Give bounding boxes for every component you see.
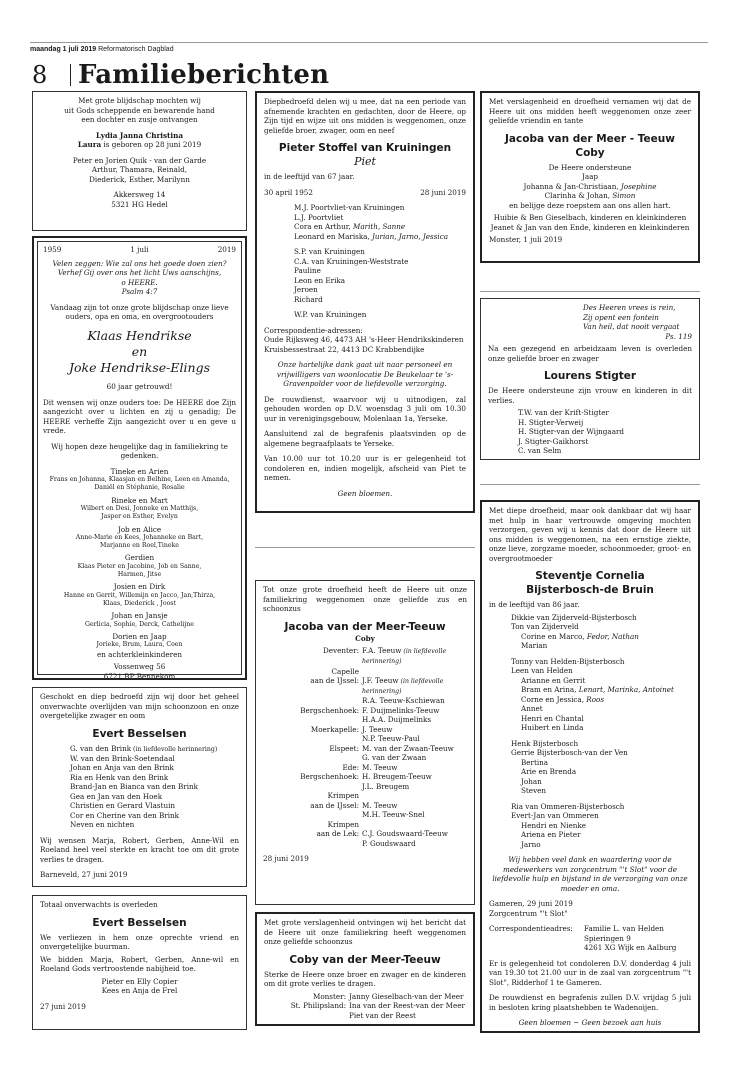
family-head: Dorien en Jaap (112, 631, 167, 641)
place-date: Gameren, 29 juni 2019 (489, 899, 573, 909)
mourner-name: M. Teeuw (362, 762, 398, 772)
place: Monster: (312, 991, 346, 1001)
page-title: Familieberichten (78, 60, 330, 90)
mourner-name: M. Teeuw (362, 800, 398, 810)
address: Spieringen 9 (584, 933, 631, 943)
ad-text: Wij hopen deze heugelijke dag in familiekring te gedenken. (51, 441, 228, 461)
address: 5321 HG Hedel (111, 199, 168, 209)
mourner: Gea en Jan van den Hoek (70, 791, 163, 801)
ad-anniversary-hendrikse (32, 236, 247, 680)
verse: Zij opent een fontein (583, 312, 659, 322)
ad-text: uit Gods scheppende en bewarende hand (64, 105, 215, 115)
place (263, 782, 359, 792)
mourner (362, 667, 467, 677)
ad-text: Dit wensen wij onze ouders toe: De HEERE doe Zijn aangezicht over u lichten en zij u genadig; De HEERE verheffe Zijn aangezicht over u en geve u vrede. (43, 397, 236, 436)
header-paper: Reformatorisch Dagblad (98, 46, 174, 53)
ad-text: een dochter en zusje ontvangen (81, 115, 198, 124)
mourner-row (263, 839, 467, 849)
ad-text: Vandaag zijn tot onze grote blijdschap onze lieve ouders, opa en oma, en overgrootouders (50, 302, 229, 321)
mourner-row (263, 829, 467, 839)
family-head: Tineke en Arien (110, 466, 169, 476)
mourner (362, 839, 467, 849)
mourner-name: F.A. Teeuw (362, 646, 402, 656)
ad-death-pieter (255, 91, 475, 513)
mourner-row (263, 810, 467, 820)
mourner: H. Stigter-Verweij (518, 417, 584, 427)
deceased-name: Steventje Cornelia (535, 570, 645, 582)
location: Zorgcentrum "'t Slot" (489, 908, 568, 918)
ad-text: is geboren op 28 juni 2019 (101, 140, 202, 149)
mourner (362, 820, 467, 830)
mourner-row (263, 676, 467, 696)
address: Familie L. van Helden (584, 924, 664, 934)
mourner-name: J.F. Teeuw (362, 676, 399, 686)
mourner-note: (in liefdevolle herinnering) (362, 648, 447, 666)
ad-text: Na een gezegend en arbeidzaam leven is overleden onze geliefde broer en zwager (488, 344, 692, 363)
mourner-name: P. Goudswaard (362, 838, 416, 848)
header-meta (30, 45, 174, 54)
place (263, 734, 359, 744)
address: 4261 XG Wijk en Aalburg (584, 943, 677, 953)
mourner: Jarno (521, 839, 541, 849)
mourner-row (263, 782, 467, 792)
ad-text: Met grote verslagenheid ontvingen wij het bericht dat de Heere uit onze familiekring heeft weggenomen onze geliefde schoonzus (264, 918, 466, 946)
ad-text: Wij wensen Marja, Robert, Gerben, Anne-Wil en Roeland heel veel sterkte en kracht toe om dit grote verlies te dragen. (40, 835, 239, 864)
mourner-row (263, 753, 467, 763)
child: Josephine (620, 181, 657, 191)
verse: Van heil, dat nooit vergaat (583, 322, 680, 331)
ad-text: We bidden Marja, Robert, Gerben, Anne-wil en Roeland Gods vertroostende nabijheid toe. (40, 954, 239, 974)
mourner (362, 810, 467, 820)
mourner: Johan (521, 776, 542, 786)
place: aan de Lek: (316, 829, 359, 839)
address: 6721 BP Bennekom (103, 671, 176, 680)
couple-name: Joke Hendrikse-Elings (68, 360, 210, 375)
mourner (362, 646, 467, 666)
mourner: Christien en Gerard Vlastuin (70, 801, 176, 811)
ad-text: Diepbedroefd delen wij u mee, dat na een periode van afnemende krachten en gedachten, door de Heere, op Zijn tijd en wijze uit ons midden is weggenomen, onze geliefde broer, zwager, oom en neef (264, 97, 466, 135)
verse-ref: Ps. 119 (665, 331, 692, 341)
mourner: Johanna & Jan-Christiaan, (523, 181, 621, 191)
mourner-row (263, 801, 467, 811)
place: Ede: (342, 762, 359, 772)
grandchildren: Marith, Sanne (353, 222, 406, 232)
family-members: Harmen, Jitse (117, 571, 162, 579)
verse-ref: Psalm 4:7 (121, 287, 158, 296)
grandchildren: Fedor, Nathan (586, 631, 639, 641)
mourner (362, 734, 467, 744)
ad-text: Geen bloemen ~ Geen bezoek aan huis (518, 1018, 662, 1028)
mourner: Gerrie Bijsterbosch-van der Ven (511, 748, 628, 758)
deceased-name: Lourens Stigter (543, 370, 637, 382)
ad-death-jacoba-1 (480, 91, 700, 263)
mourner: Ria en Henk van den Brink (70, 772, 169, 782)
mourner: Corine en Marco, (521, 631, 587, 641)
mourner: S.P. van Kruiningen (294, 247, 365, 257)
address: Vossenweg 56 (113, 662, 166, 671)
header-date: maandag 1 juli 2019 (30, 46, 97, 53)
mourner: Dikkie van Zijderveld-Bijsterbosch (511, 612, 637, 622)
mourner-name: H. Breugem-Teeuw (362, 772, 432, 782)
ad-text: De rouwdienst, waarvoor wij u uitnodigen, zal gehouden worden op D.V. woensdag 3 juli om 10.30 uur in verenigingsgebouw, Molenlaan 1a, Yerseke. (264, 394, 466, 423)
deceased-name: Coby van der Meer-Teeuw (289, 953, 441, 966)
mourner-row (263, 667, 467, 677)
mourner (362, 706, 467, 716)
mourner-row (263, 744, 467, 754)
mourner: Piet van der Reest (349, 1010, 416, 1020)
verse: Verhef Gij over ons het licht Uws aanschijns, (57, 268, 222, 277)
address: Oude Rijksweg 46, 4473 AH 's-Heer Hendrikskinderen (264, 335, 464, 345)
mourner: Tonny van Helden-Bijsterbosch (511, 656, 625, 666)
age: in de leeftijd van 86 jaar. (489, 600, 580, 610)
parents: Peter en Jorien Quik - van der Garde (72, 155, 207, 165)
mourner: Marian (521, 641, 548, 651)
header-rule (30, 42, 708, 43)
place: Bergschenhoek: (300, 772, 359, 782)
thanks-note: Onze hartelijke dank gaat uit naar personeel en vrijwilligers van woonlocatie De Beukelaar te 's-Gravenpolder voor de liefdevolle verzorging. (276, 360, 454, 389)
mourner-name: H.A.A. Duijmelinks (362, 715, 432, 725)
place (263, 810, 359, 820)
place (263, 753, 359, 763)
mourner (362, 801, 467, 811)
mourner: Richard (294, 294, 323, 304)
deceased-name: Jacoba van der Meer-Teeuw (284, 620, 446, 633)
mourner-row (263, 696, 467, 706)
place (263, 715, 359, 725)
column-rule (255, 547, 475, 548)
mourner-name: J.L. Breugem (362, 781, 410, 791)
ad-death-evert-1 (32, 687, 247, 887)
place: aan de IJssel: (310, 676, 359, 686)
mourner-row (263, 706, 467, 716)
mourner-row (263, 763, 467, 773)
family-head: Josien en Dirk (113, 582, 166, 592)
ad-text: Totaal onverwachts is overleden (40, 900, 158, 909)
mourner-name: M.H. Teeuw-Snel (362, 810, 425, 820)
signature: Pieter en Elly Copier (101, 976, 178, 986)
ad-text: Sterke de Heere onze broer en zwager en de kinderen om dit grote verlies te dragen. (264, 969, 466, 989)
verse: o HEERE. (121, 277, 158, 287)
family-members: Gerlicia, Sophie, Derck, Cathelijne (85, 620, 194, 628)
mourner: Ariena en Pieter (521, 830, 581, 840)
mourner-note: (in liefdevolle herinnering) (362, 678, 444, 696)
mourner-name: F. Duijmelinks-Teeuw (362, 705, 440, 715)
ad-text: en belijge deze roepstem aan ons allen hart. (509, 200, 671, 210)
ad-text: Aansluitend zal de begrafenis plaatsvinden op de algemene begraafplaats te Yerseke. (264, 429, 466, 448)
mourner (362, 676, 467, 696)
mourner (362, 829, 467, 839)
column-rule (480, 291, 700, 292)
family-head: Gerdien (124, 553, 155, 563)
mourner-name: C.J. Goudswaard-Teeuw (362, 829, 448, 839)
mourner: Steven (521, 786, 547, 796)
ad-text: Van 10.00 uur tot 10.20 uur is er gelegenheid tot condoleren en, indien mogelijk, afscheid van Piet te nemen. (264, 454, 466, 483)
deceased-name: Evert Besselsen (92, 727, 187, 740)
mourner: Hendri en Nienke (521, 820, 587, 830)
age: in de leeftijd van 67 jaar. (264, 172, 355, 182)
verse: Des Heeren vrees is rein, (583, 303, 676, 312)
mourner: Jeroen (294, 285, 318, 295)
mourner-row (263, 725, 467, 735)
ad-text: Met grote blijdschap mochten wij (78, 96, 201, 105)
mourner: Huibie & Ben Gieselbach, kinderen en kleinkinderen (493, 213, 687, 223)
grandchildren: Lenart, Marinka, Antoinet (578, 685, 674, 695)
mourner: Ton van Zijderveld (511, 622, 579, 632)
ad-birth-lydia (32, 91, 247, 231)
year: 2019 (217, 245, 236, 254)
place (263, 696, 359, 706)
mourner (362, 725, 467, 735)
mourner: Huibert en Linda (521, 723, 584, 733)
mourner: Evert-Jan van Ommeren (511, 811, 599, 821)
mourner (362, 753, 467, 763)
mourner: C. van Selm (518, 446, 562, 456)
child: Simon (612, 191, 636, 201)
date: 27 juni 2019 (40, 1001, 86, 1011)
correspondence-label: Correspondentie-adressen: (264, 325, 363, 335)
mourner-row (263, 715, 467, 725)
ad-text: Met verslagenheid en droefheid vernamen wij dat de Heere uit ons midden heeft weggenomen onze zeer geliefde vriendin en tante (489, 97, 691, 125)
ad-text: Er is gelegenheid tot condoleren D.V. donderdag 4 juli van 19.30 tot 21.00 uur in de zaal van zorgcentrum "'t Slot", Ridderhof 1 te Gameren. (489, 958, 691, 987)
mourner: Pauline (294, 266, 321, 276)
mourner: Leon en Erika (294, 275, 346, 285)
deceased-nickname: Coby (355, 633, 375, 643)
place: Capelle (331, 666, 359, 676)
mourner: Ria van Ommeren-Bijsterbosch (511, 801, 625, 811)
date: 28 juni 2019 (263, 854, 309, 864)
place: Bergschenhoek: (300, 705, 359, 715)
family-members: Jorieke, Brum, Laura, Coen (96, 641, 183, 649)
ad-death-steventje (480, 500, 700, 1033)
grandchildren: Jurian, Jarno, Jessica (372, 231, 449, 241)
siblings: Arthur, Thamara, Reinald, (91, 165, 188, 174)
mourner: Clarinha & Johan, (544, 191, 613, 201)
couple-name: en (131, 343, 148, 359)
mourner: Neven en nichten (70, 820, 135, 830)
place: aan de IJssel: (310, 800, 359, 810)
mourner: Janny Gieselbach-van der Meer (349, 991, 464, 1001)
mourner: H. Stigter-van der Wijngaard (518, 427, 625, 437)
deceased-nickname: Piet (354, 155, 376, 169)
deceased-name: Jacoba van der Meer - Teeuw (505, 132, 675, 145)
mourner: T.W. van der Krift-Stigter (518, 408, 609, 418)
mourner: Ina van der Reest-van der Meer (349, 1001, 465, 1011)
death-date: 28 juni 2019 (420, 187, 466, 197)
family-members: Klaas, Diederick , Joost (103, 599, 176, 607)
mourner-row (263, 646, 467, 666)
family-members: Jasper en Esther, Evelyn (101, 513, 178, 521)
mourner-note: (in liefdevolle herinnering) (131, 745, 218, 753)
ad-text: Tot onze grote droefheid heeft de Heere uit onze familiekring weggenomen onze geliefde zus en schoonzus (263, 585, 467, 613)
mourner: Arianne en Gerrit (521, 675, 586, 685)
mourner-row (263, 772, 467, 782)
place: Moerkapelle: (310, 724, 359, 734)
mourner: Henri en Chantal (521, 713, 584, 723)
mourner (362, 696, 467, 706)
family-members: Anne-Marie en Kees, Johanneke en Bart, (75, 534, 204, 541)
mourner (362, 715, 467, 725)
mourner: Leonard en Mariska, (294, 231, 373, 241)
mourner: Brand-Jan en Bianca van den Brink (70, 782, 199, 792)
mourner: J. Stigter-Gaikhorst (518, 436, 589, 446)
mourner: Annet (521, 704, 543, 714)
mourner: Johan en Anja van den Brink (70, 763, 174, 773)
deceased-name: Evert Besselsen (92, 916, 187, 929)
mourner: Cora en Arthur, (294, 222, 353, 232)
ad-text: De rouwdienst en begrafenis zullen D.V. vrijdag 5 juli in besloten kring plaatshebben te Wadenoijen. (489, 993, 691, 1012)
ad-death-evert-2 (32, 895, 247, 1030)
mourner-name: R.A. Teeuw-Kschiewan (362, 696, 445, 706)
mourner (362, 772, 467, 782)
year: 1959 (43, 245, 62, 254)
family-members: Marjanne en Roel,Tineke (100, 542, 179, 550)
place: Krimpen (327, 791, 359, 801)
ad-text: De Heere ondersteune zijn vrouw en kinderen in dit verlies. (488, 386, 692, 405)
mourner: C.A. van Kruiningen-Weststrate (294, 256, 409, 266)
family-members: en achterkleinkinderen (97, 649, 182, 659)
ad-death-coby (255, 912, 475, 1026)
family-members: Daniël en Stéphanie, Rosalie (94, 484, 185, 492)
place: Elspeet: (329, 743, 359, 753)
mourner-name: G. van der Zwaan (362, 753, 427, 763)
mourner (362, 782, 467, 792)
family-head: Johan en Jansje (111, 611, 168, 621)
place (263, 839, 359, 849)
child-nickname: Laura (77, 140, 102, 149)
mourner: L.J. Poortvliet (294, 212, 344, 222)
ad-death-lourens (480, 298, 700, 460)
mourner: Bertina (521, 757, 549, 767)
place-date: Barneveld, 27 juni 2019 (40, 870, 128, 880)
grandchildren: Roos (586, 694, 605, 704)
date: 1 juli (130, 245, 149, 254)
ad-text: Geschokt en diep bedroefd zijn wij door het geheel onverwachte overlijden van mijn schoonzoon en onze overgetelijke zwager en oom (40, 692, 239, 720)
child-name: Lydia Janna Christina (95, 130, 183, 140)
mourner: Henk Bijsterbosch (511, 738, 579, 748)
mourner: Arie en Brenda (521, 767, 577, 777)
couple-name: Klaas Hendrikse (87, 327, 192, 343)
mourner (362, 763, 467, 773)
correspondence-label: Correspondentieadres: (489, 924, 573, 934)
mourner-name: M. van der Zwaan-Teeuw (362, 743, 454, 753)
mourner (362, 791, 467, 801)
family-head: Job en Alice (117, 524, 162, 534)
ad-text: De Heere ondersteune (548, 162, 632, 172)
family-head: Rineke en Mart (111, 495, 168, 505)
place: St. Philipsland: (290, 1001, 346, 1011)
place-date: Monster, 1 juli 2019 (489, 235, 563, 245)
family-members: Hanne en Gerrit, Willemijn en Jacco, Jan,Thirza, (63, 591, 216, 599)
mourner-name: J. Teeuw (362, 724, 393, 734)
family-members: Frans en Johanna, Klaasjan en Belhine, Leen en Amanda, (49, 476, 230, 484)
place: Krimpen (327, 819, 359, 829)
mourner-list (263, 646, 467, 848)
mourner-row (263, 820, 467, 830)
deceased-name: Pieter Stoffel van Kruiningen (278, 142, 452, 154)
mourner: Corne en Jessica, (521, 694, 587, 704)
mourner-row (263, 734, 467, 744)
siblings: Diederick, Esther, Marilynn (89, 174, 190, 184)
birth-date: 30 april 1952 (264, 187, 313, 197)
mourner: M.J. Poortvliet-van Kruiningen (294, 203, 405, 213)
ad-text: Geen bloemen. (337, 488, 393, 498)
mourner-row (263, 791, 467, 801)
mourner: Bram en Arina, (521, 685, 579, 695)
family-members: Wilbert en Desi, Jonneke en Matthijs, (80, 505, 199, 513)
mourner-name: N.P. Teeuw-Paul (362, 734, 420, 744)
mourner (362, 744, 467, 754)
mourner: W. van den Brink-Soetendaal (70, 753, 175, 763)
ad-text: We verliezen in hem onze oprechte vriend en onvergetelijke buurman. (40, 932, 239, 952)
deceased-name: Bijsterbosch-de Bruin (526, 584, 654, 597)
page-number: 8 (32, 61, 48, 89)
address: Kruisbessestraat 22, 4413 DC Krabbendijke (264, 344, 425, 354)
mourner: Jaap (581, 172, 599, 182)
mourner: W.P. van Kruiningen (294, 310, 367, 320)
mourner: G. van den Brink (70, 743, 132, 753)
title-divider (70, 64, 71, 86)
mourner: Leen van Helden (511, 666, 573, 676)
place: Deventer: (323, 646, 359, 656)
family-members: Klaas Pieter en Jacobine, Job en Sanne, (77, 562, 202, 570)
ad-text: Met diepe droefheid, maar ook dankbaar dat wij haar met hulp in haar vertrouwde omgeving mochten verzorgen, geven wij u kennis dat door de Heere uit ons midden is weggenomen, na een ernstige ziekte, onze lieve, zorgzame moeder, schoonmoeder, groot- en overgrootmoeder (489, 506, 691, 563)
column-rule (480, 484, 700, 485)
thanks-note: Wij hebben veel dank en waardering voor de medewerkers van zorgcentrum "'t Slot" voor de liefdevolle hulp en bijstand in de verzorging van onze moeder en oma. (492, 855, 688, 893)
deceased-nickname: Coby (575, 146, 605, 159)
signature: Kees en Anja de Frel (101, 986, 178, 996)
verse: Velen zeggen: Wie zal ons het goede doen zien? (52, 258, 227, 268)
mourner: Cor en Cherine van den Brink (70, 810, 180, 820)
mourner: Jeanet & Jan van den Ende, kinderen en kleinkinderen (490, 222, 690, 232)
address: Akkersweg 14 (113, 190, 166, 199)
ad-death-jacoba-2 (255, 580, 475, 905)
ad-text: 60 jaar getrouwd! (106, 382, 173, 392)
